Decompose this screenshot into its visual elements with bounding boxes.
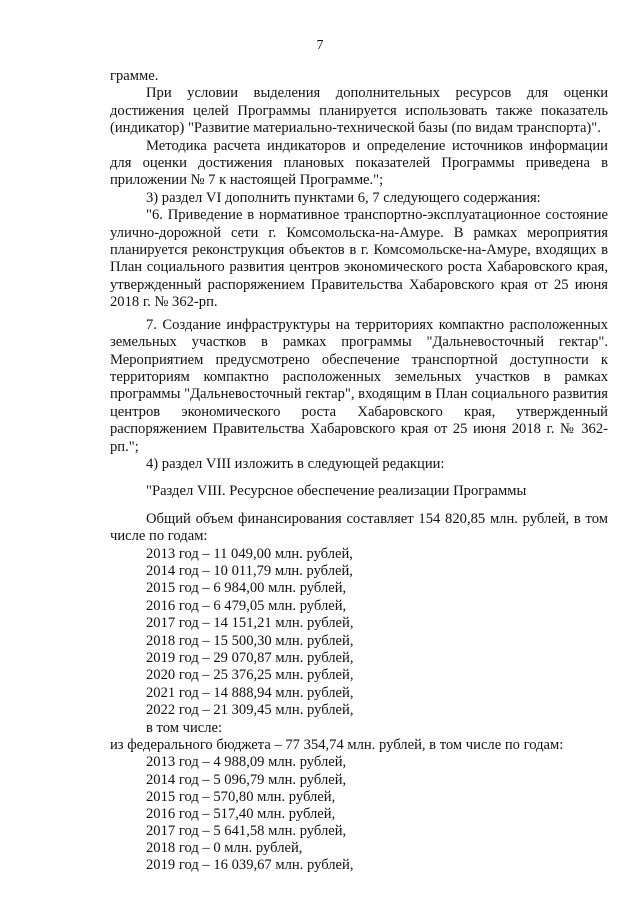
paragraph-amendment-4: 4) раздел VIII изложить в следующей редакции: bbox=[146, 455, 445, 472]
paragraph-item-6: "6. Приведение в нормативное транспортно-эксплуатационное состояние улично-дорожной сети г. Комсомольска-на-Амуре. В рамках мероприятия планируется реконструкция объектов в г. Комсомольске-на-Амуре, входящих в План социального развития центров экономического роста Хабаровского края, утвержденный распоряжением Правительства Хабаровского края от 25 июня 2018 г. № 362-рп. bbox=[110, 207, 608, 311]
federal-budget-heading: из федерального бюджета – 77 354,74 млн. рублей, в том числе по годам: bbox=[110, 737, 564, 754]
list-item: 2013 год – 11 049,00 млн. рублей, bbox=[146, 545, 353, 562]
list-item: 2021 год – 14 888,94 млн. рублей, bbox=[146, 684, 354, 701]
total-funding-by-year-list bbox=[146, 546, 608, 720]
list-item: 2016 год – 6 479,05 млн. рублей, bbox=[146, 597, 347, 614]
paragraph-total-funding: Общий объем финансирования составляет 154 820,85 млн. рублей, в том числе по годам: bbox=[110, 510, 608, 545]
list-item: 2019 год – 16 039,67 млн. рублей, bbox=[146, 857, 354, 873]
paragraph-indicator: При условии выделения дополнительных ресурсов для оценки достижения целей Программы планируется использовать также показатель (индикатор) "Развитие материально-технической базы (по видам транспорта)". bbox=[110, 85, 608, 137]
list-item: 2020 год – 25 376,25 млн. рублей, bbox=[146, 667, 354, 684]
paragraph-methodology: Методика расчета индикаторов и определение источников информации для оценки достижения плановых показателей Программы приведена в приложении № 7 к настоящей Программе."; bbox=[110, 137, 608, 189]
federal-funding-by-year-list bbox=[146, 754, 608, 874]
list-item: 2015 год – 6 984,00 млн. рублей, bbox=[146, 580, 347, 597]
paragraph-amendment-3: 3) раздел VI дополнить пунктами 6, 7 следующего содержания: bbox=[146, 189, 541, 206]
list-item: 2019 год – 29 070,87 млн. рублей, bbox=[146, 650, 354, 666]
including-label: в том числе: bbox=[146, 719, 223, 736]
list-item: 2016 год – 517,40 млн. рублей, bbox=[146, 805, 336, 822]
list-item: 2014 год – 10 011,79 млн. рублей, bbox=[146, 562, 353, 579]
list-item: 2017 год – 14 151,21 млн. рублей, bbox=[146, 615, 354, 632]
list-item: 2015 год – 570,80 млн. рублей, bbox=[146, 788, 336, 805]
document-body bbox=[110, 68, 608, 874]
paragraph-continuation: грамме. bbox=[110, 68, 159, 84]
list-item: 2014 год – 5 096,79 млн. рублей, bbox=[146, 771, 347, 788]
paragraph-item-7: 7. Создание инфраструктуры на территориях компактно расположенных земельных участков в рамках программы "Дальневосточный гектар". Мероприятием предусмотрено обеспечение транспортной доступности к территориям компактно расположенных земельных участков в рамках программы "Дальневосточный гектар", входящим в План социального развития центров экономического роста Хабаровского края, утвержденный распоряжением Правительства Хабаровского края от 25 июня 2018 г. № 362-рп."; bbox=[110, 316, 608, 455]
page-number: 7 bbox=[316, 38, 324, 53]
list-item: 2018 год – 15 500,30 млн. рублей, bbox=[146, 632, 354, 649]
list-item: 2022 год – 21 309,45 млн. рублей, bbox=[146, 702, 354, 719]
list-item: 2018 год – 0 млн. рублей, bbox=[146, 839, 303, 856]
list-item: 2013 год – 4 988,09 млн. рублей, bbox=[146, 754, 347, 771]
section-heading: "Раздел VIII. Ресурсное обеспечение реализации Программы bbox=[146, 483, 527, 500]
list-item: 2017 год – 5 641,58 млн. рублей, bbox=[146, 822, 347, 839]
